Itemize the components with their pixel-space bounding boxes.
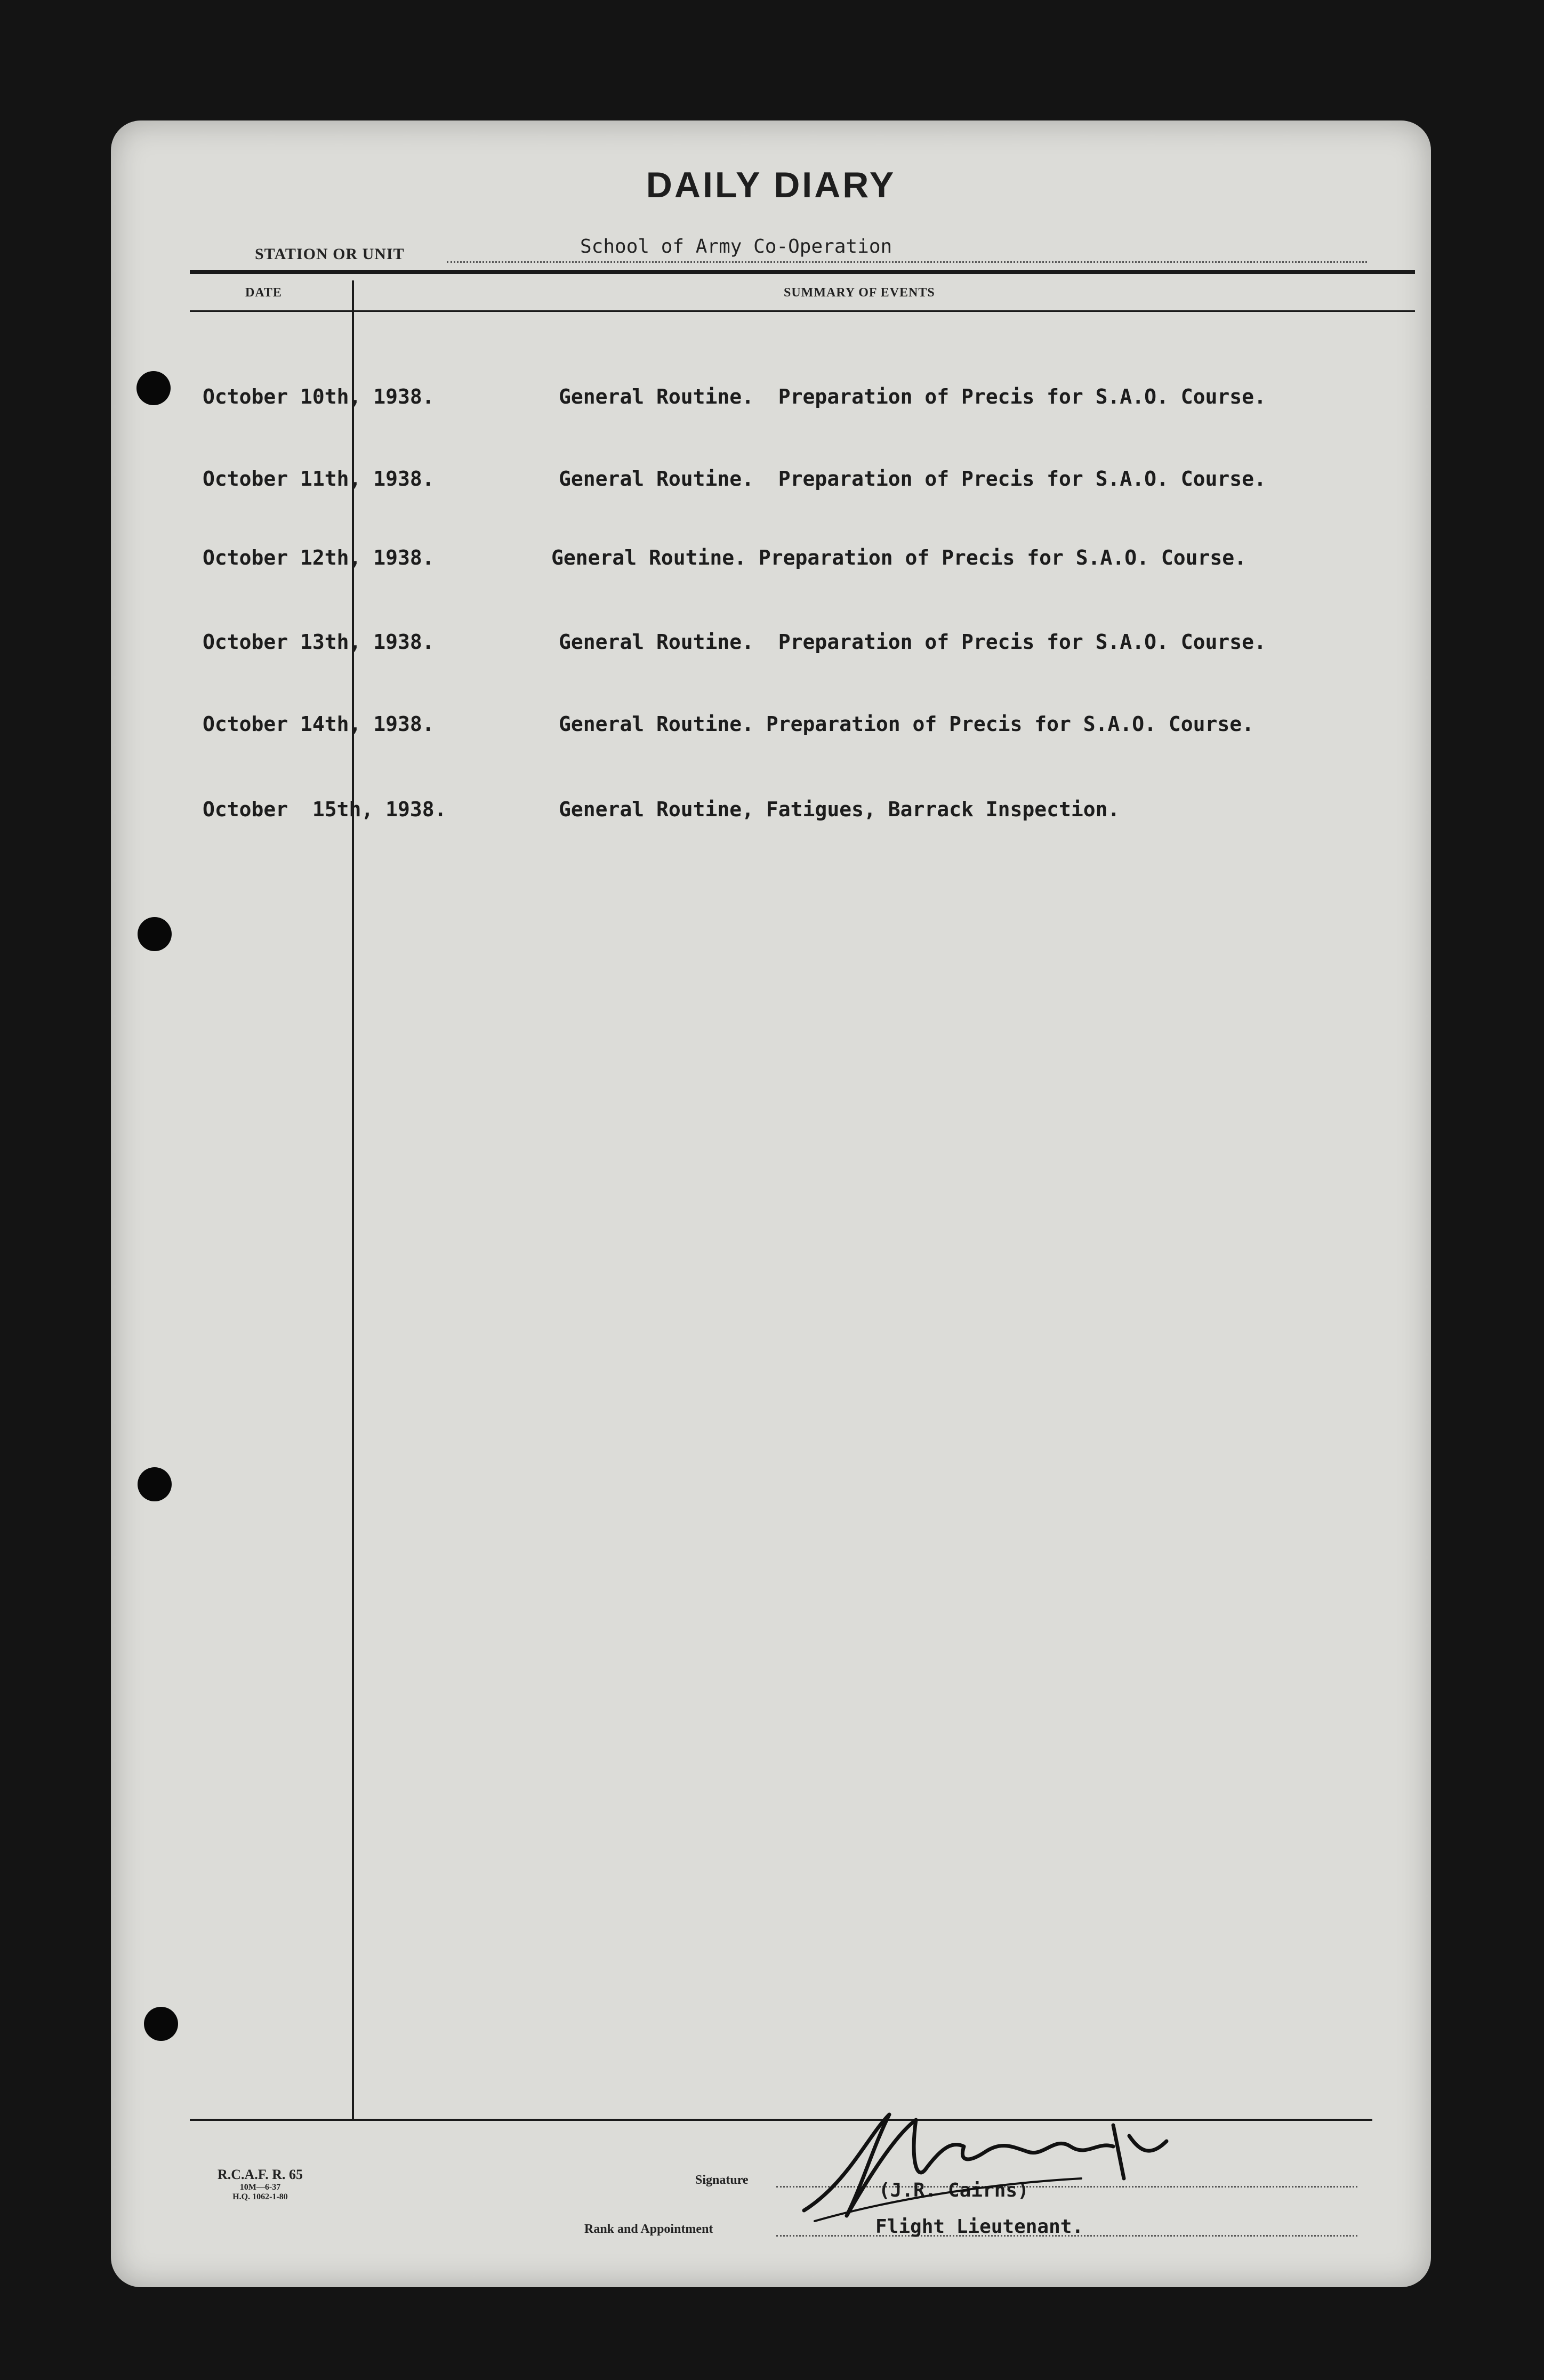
diary-entry <box>111 546 1431 578</box>
binder-hole <box>138 1467 172 1501</box>
entry-date: October 12th, 1938. <box>203 546 435 569</box>
rank-label: Rank and Appointment <box>584 2222 713 2236</box>
entry-summary: General Routine. Preparation of Precis for S.A.O. Course. <box>559 385 1266 408</box>
diary-page <box>111 120 1431 2287</box>
column-header-rule <box>190 310 1415 312</box>
signature-label: Signature <box>695 2173 749 2187</box>
entry-date: October 10th, 1938. <box>203 385 435 408</box>
header-rule <box>190 270 1415 274</box>
entry-summary: General Routine, Fatigues, Barrack Inspection. <box>559 798 1120 821</box>
rank-value: Flight Lieutenant. <box>875 2216 1084 2238</box>
entry-date: October 14th, 1938. <box>203 712 435 736</box>
form-identifier <box>191 2167 329 2202</box>
diary-entry <box>111 798 1431 830</box>
entry-date: October 13th, 1938. <box>203 630 435 654</box>
diary-entry <box>111 630 1431 662</box>
station-value: School of Army Co-Operation <box>580 236 892 258</box>
entry-summary: General Routine. Preparation of Precis for S.A.O. Course. <box>559 712 1254 736</box>
summary-column-header: SUMMARY OF EVENTS <box>784 286 935 300</box>
entry-summary: General Routine. Preparation of Precis for S.A.O. Course. <box>559 467 1266 491</box>
station-label: STATION OR UNIT <box>255 245 405 263</box>
entry-date: October 11th, 1938. <box>203 467 435 491</box>
handwritten-signature <box>783 2104 1188 2232</box>
diary-entry <box>111 385 1431 417</box>
form-number: R.C.A.F. R. 65 <box>217 2167 303 2182</box>
form-print-run: 10M—6-37 <box>239 2183 281 2192</box>
diary-entry <box>111 712 1431 744</box>
binder-hole <box>138 917 172 951</box>
binder-hole <box>144 2007 178 2041</box>
entry-summary: General Routine. Preparation of Precis for S.A.O. Course. <box>551 546 1247 569</box>
signer-name: (J.R. Cairns) <box>879 2180 1029 2201</box>
footer-rule <box>190 2119 1372 2121</box>
station-dotted-line <box>447 261 1367 263</box>
entry-date: October 15th, 1938. <box>203 798 447 821</box>
date-column-header: DATE <box>245 286 282 300</box>
diary-entry <box>111 467 1431 499</box>
page-title: DAILY DIARY <box>646 165 896 205</box>
entry-summary: General Routine. Preparation of Precis for S.A.O. Course. <box>559 630 1266 654</box>
form-hq-reference: H.Q. 1062-1-80 <box>232 2192 288 2201</box>
